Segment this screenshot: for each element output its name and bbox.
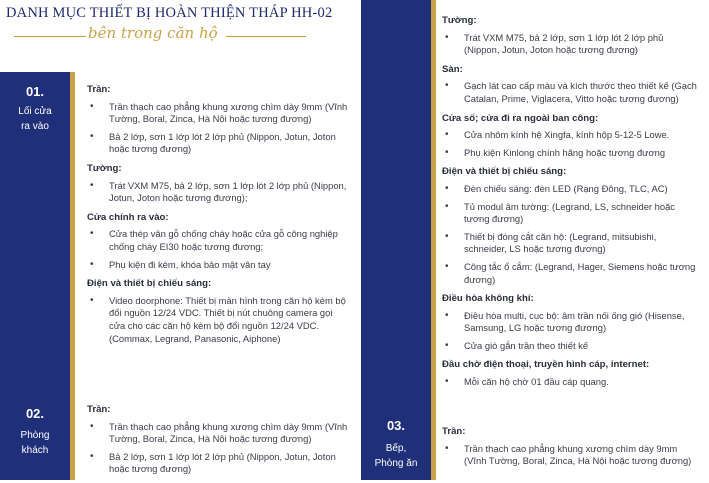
list-item: • Cửa thép vân gỗ chống cháy hoặc cửa gỗ công nghiệp chống cháy EI30 hoặc tương đương; bbox=[87, 228, 349, 253]
list-item: • Cửa nhôm kính hệ Xingfa, kính hộp 5-12-5 Lowe. bbox=[442, 129, 700, 142]
section-name-03 bbox=[361, 441, 431, 471]
group-heading: Trần: bbox=[442, 426, 466, 437]
group-heading: Điện và thiết bị chiếu sáng: bbox=[87, 278, 212, 290]
list-item: • Đèn chiếu sáng: đèn LED (Rạng Đông, TLC, AC) bbox=[442, 183, 700, 196]
group-heading: Điều hòa không khí: bbox=[442, 293, 534, 305]
section-name-02 bbox=[0, 428, 70, 458]
list-item: • Công tắc ổ cắm: (Legrand, Hager, Siemens hoặc tương đương) bbox=[442, 261, 700, 286]
item-list bbox=[442, 376, 700, 389]
item-list bbox=[442, 443, 700, 468]
right-section3-column bbox=[442, 426, 700, 475]
group-heading: Trần: bbox=[87, 84, 111, 95]
group-heading: Tường: bbox=[87, 162, 122, 174]
page-header bbox=[0, 0, 380, 68]
section-name-line: Bếp, bbox=[385, 443, 407, 454]
item-list bbox=[87, 421, 349, 476]
list-item: • Trần thạch cao phẳng khung xương chìm dày 9mm (Vĩnh Tường, Boral, Zinca, Hà Nội hoặc tương đương) bbox=[87, 421, 349, 446]
gold-stripe-left bbox=[70, 72, 75, 480]
list-item: • Trần thạch cao phẳng khung xương chìm dày 9mm (Vĩnh Tường, Boral, Zinca, Hà Nội hoặc tương đương) bbox=[442, 443, 700, 468]
list-item: • Trát VXM M75, bả 2 lớp, sơn 1 lớp lót 2 lớp phủ (Nippon, Jotun, Joton hoặc tương đương) bbox=[442, 32, 700, 57]
section-name-line: ra vào bbox=[21, 121, 49, 132]
right-content-column bbox=[442, 15, 700, 396]
item-list bbox=[87, 228, 349, 271]
section-name-01 bbox=[0, 104, 70, 134]
group-heading: Trần: bbox=[87, 404, 111, 415]
group-heading: Tường: bbox=[442, 15, 477, 26]
section-name-line: khách bbox=[21, 445, 49, 456]
section-number-02: 02. bbox=[25, 406, 45, 421]
decorative-line-right bbox=[226, 36, 306, 37]
group-heading: Cửa số; cửa đi ra ngoài ban công: bbox=[442, 112, 599, 124]
section-name-line: Phòng bbox=[20, 430, 50, 441]
group-heading: Đầu chờ điện thoại, truyền hình cáp, internet: bbox=[442, 359, 650, 371]
list-item: • Mỗi căn hộ chờ 01 đầu cáp quang. bbox=[442, 376, 700, 389]
item-list bbox=[442, 183, 700, 286]
item-list bbox=[442, 32, 700, 57]
list-item: • Gạch lát cao cấp màu và kích thước theo thiết kế (Gạch Catalan, Prime, Viglacera, Vitto hoặc tương đương) bbox=[442, 80, 700, 105]
gold-stripe-center bbox=[431, 0, 436, 480]
list-item: • Video doorphone: Thiết bị màn hình trong căn hộ kèm bộ đổi nguồn 12/24 VDC. Thiết bị nút chuông camera gọi cửa cho các căn hộ kèm bộ đổi nguồn 12/24 VDC. (Commax, Legrand, Panasonic, Aiphone) bbox=[87, 295, 349, 345]
item-list bbox=[442, 310, 700, 353]
list-item: • Điều hòa multi, cục bộ: âm trần nối ống gió (Hisense, Samsung, LG hoặc tương đương) bbox=[442, 310, 700, 335]
item-list bbox=[442, 80, 700, 105]
section-name-line: Phòng ăn bbox=[374, 458, 418, 469]
list-item: • Trần thạch cao phẳng khung xương chìm dày 9mm (Vĩnh Tường, Boral, Zinca, Hà Nội hoặc tương đương) bbox=[87, 101, 349, 126]
list-item: • Trát VXM M75, bả 2 lớp, sơn 1 lớp lót 2 lớp phủ (Nippon, Jotun, Joton hoặc tương đương); bbox=[87, 180, 349, 205]
group-heading: Điện và thiết bị chiếu sáng: bbox=[442, 166, 567, 178]
item-list bbox=[87, 180, 349, 205]
list-item: • Bả 2 lớp, sơn 1 lớp lót 2 lớp phủ (Nippon, Jotun, Joton hoặc tương đương) bbox=[87, 131, 349, 156]
section-number-03: 03. bbox=[386, 418, 406, 433]
left-section2-column bbox=[87, 404, 349, 483]
list-item: • Phụ kiện đi kèm, khóa bảo mật vân tay bbox=[87, 259, 349, 272]
item-list bbox=[87, 295, 349, 345]
list-item: • Cửa gió gắn trần theo thiết kế bbox=[442, 340, 700, 353]
section-name-line: Lối cửa bbox=[18, 106, 52, 117]
list-item: • Thiết bị đóng cắt căn hộ: (Legrand, mitsubishi, schneider, LS hoặc tương đương) bbox=[442, 231, 700, 256]
item-list bbox=[442, 129, 700, 159]
list-item: • Bả 2 lớp, sơn 1 lớp lót 2 lớp phủ (Nippon, Jotun, Joton hoặc tương đương) bbox=[87, 451, 349, 476]
page-subtitle: bên trong căn hộ bbox=[88, 24, 218, 42]
item-list bbox=[87, 101, 349, 156]
group-heading: Cửa chính ra vào: bbox=[87, 211, 169, 223]
page-title: DANH MỤC THIẾT BỊ HOÀN THIỆN THÁP HH-02 bbox=[6, 5, 333, 21]
list-item: • Phụ kiện Kinlong chính hãng hoặc tương đương bbox=[442, 147, 700, 160]
section-bar-center bbox=[361, 0, 431, 480]
group-heading: Sàn: bbox=[442, 63, 463, 75]
decorative-line-left bbox=[14, 36, 86, 37]
section-number-01: 01. bbox=[25, 84, 45, 99]
list-item: • Tủ modul âm tường: (Legrand, LS, schneider hoặc tương đương) bbox=[442, 201, 700, 226]
left-content-column bbox=[87, 84, 349, 352]
